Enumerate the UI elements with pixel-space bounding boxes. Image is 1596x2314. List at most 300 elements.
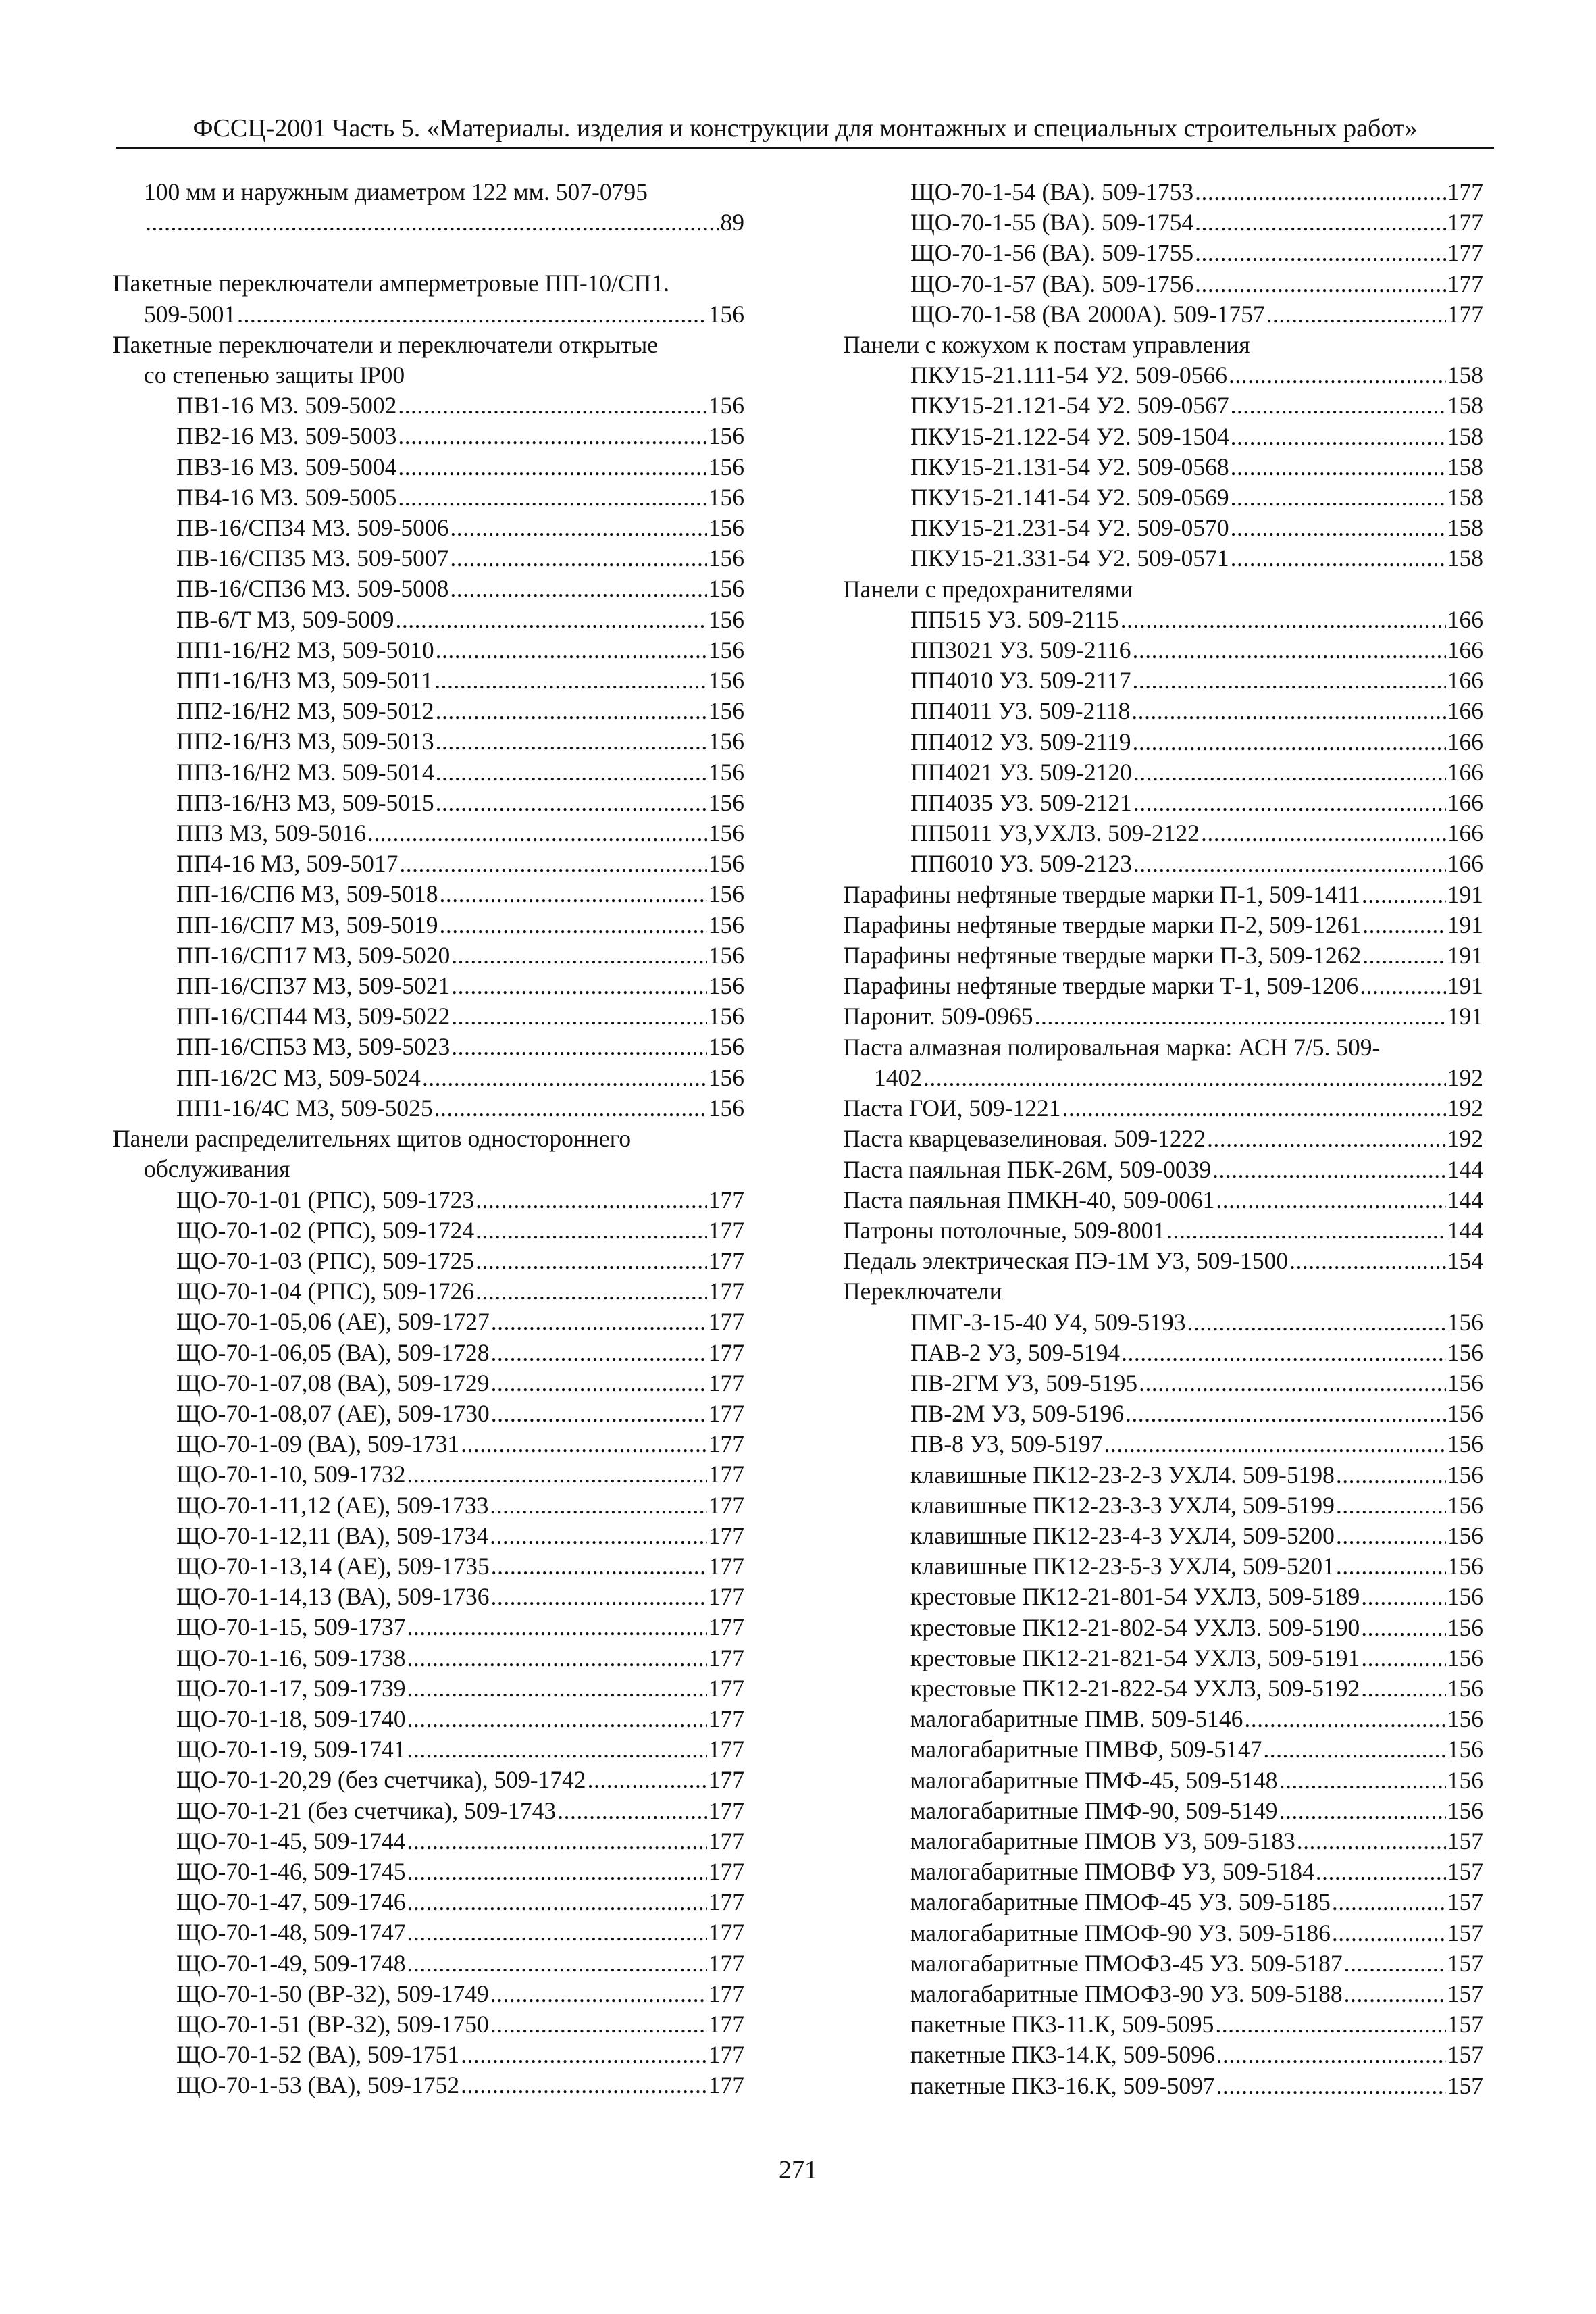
entry-label: ЩО-70-1-56 (ВА). 509-1755 (910, 239, 1194, 267)
dot-leader (407, 1704, 707, 1734)
index-entry (113, 1185, 744, 1215)
page-ref: 158 (1447, 422, 1483, 450)
page-ref: 158 (1447, 392, 1483, 420)
index-entry (843, 1521, 1483, 1551)
dot-leader (1266, 299, 1446, 330)
dot-leader (1231, 482, 1446, 513)
entry-label: ЩО-70-1-14,13 (ВА), 509-1736 (176, 1583, 490, 1611)
index-entry (843, 1215, 1483, 1246)
entry-label: ЩО-70-1-58 (ВА 2000А). 509-1757 (910, 300, 1265, 328)
entry-label: малогабаритные ПМВФ, 509-5147 (910, 1736, 1262, 1763)
index-heading: Панели распределительнях щитов одностороннего (113, 1125, 632, 1153)
entry-label: ПП4-16 М3, 509-5017 (176, 850, 398, 878)
index-entry (843, 1796, 1483, 1826)
page-ref: 156 (1447, 1644, 1483, 1671)
entry-label: ПП2-16/Н2 М3, 509-5012 (176, 697, 434, 725)
dot-leader (422, 1063, 707, 1093)
index-entry (843, 1948, 1483, 1979)
page-ref: 177 (708, 1613, 744, 1641)
entry-label: клавишные ПК12-23-2-3 УХЛ4. 509-5198 (910, 1461, 1335, 1488)
dot-leader (1133, 635, 1446, 665)
page-ref: 156 (708, 392, 744, 420)
dot-leader (398, 421, 706, 451)
entry-label: ПП-16/СП17 М3, 509-5020 (176, 941, 451, 969)
entry-label: малогабаритные ПМОВФ У3, 509-5184 (910, 1858, 1314, 1886)
dot-leader (475, 1246, 707, 1276)
page-ref: 156 (708, 422, 744, 450)
entry-label: ЩО-70-1-19, 509-1741 (176, 1736, 406, 1763)
index-entry (843, 1429, 1483, 1459)
index-entry (843, 391, 1483, 421)
dot-leader (436, 757, 707, 788)
index-entry (843, 1490, 1483, 1521)
dot-leader (490, 2009, 707, 2040)
dot-leader (1244, 1704, 1445, 1734)
index-entry (113, 452, 744, 482)
page-ref: 156 (1447, 1369, 1483, 1397)
entry-label: клавишные ПК12-23-5-3 УХЛ4, 509-5201 (910, 1553, 1335, 1580)
dot-leader (490, 1490, 706, 1521)
dot-leader (407, 1734, 707, 1765)
dot-leader (1336, 1490, 1446, 1521)
index-entry (843, 635, 1483, 665)
index-entry (113, 207, 744, 238)
dot-leader (1195, 207, 1446, 238)
page-ref: 156 (1447, 1430, 1483, 1458)
dot-leader (434, 665, 706, 696)
page-ref: 177 (708, 1919, 744, 1946)
dot-leader (436, 696, 707, 726)
dot-leader (1216, 1185, 1445, 1215)
dot-leader (1133, 849, 1446, 879)
entry-label: пакетные ПК3-14.К, 509-5096 (910, 2041, 1215, 2069)
entry-label: ЩО-70-1-07,08 (ВА), 509-1729 (176, 1369, 490, 1397)
index-entry (113, 1643, 744, 1674)
entry-label: ЩО-70-1-21 (без счетчика), 509-1743 (176, 1796, 557, 1824)
entry-label: ЩО-70-1-05,06 (АЕ), 509-1727 (176, 1308, 490, 1336)
entry-label: ПВ-8 У3, 509-5197 (910, 1430, 1103, 1458)
page-ref: 177 (708, 1796, 744, 1824)
index-entry (843, 1734, 1483, 1765)
index-entry (843, 1093, 1483, 1124)
page-ref: 156 (1447, 1736, 1483, 1763)
page-ref: 191 (1447, 911, 1483, 938)
page-ref: 156 (1447, 1400, 1483, 1428)
index-entry (843, 1001, 1483, 1032)
page-ref: 177 (708, 1521, 744, 1549)
index-entry (113, 1734, 744, 1765)
entry-label: ПВ-16/СП36 М3. 509-5008 (176, 575, 449, 603)
page-ref: 89 (720, 209, 744, 236)
index-entry (113, 696, 744, 726)
index-list (843, 1093, 1483, 1276)
page-ref: 177 (708, 1583, 744, 1611)
dot-leader (450, 543, 706, 574)
index-entry (113, 1612, 744, 1642)
page-ref: 156 (708, 545, 744, 572)
dot-leader (1216, 2040, 1446, 2070)
index-entry (843, 1918, 1483, 1948)
entry-label: ЩО-70-1-54 (ВА). 509-1753 (910, 178, 1194, 205)
page-ref: 156 (1447, 1521, 1483, 1549)
page-ref: 156 (708, 820, 744, 847)
page-ref: 166 (1447, 636, 1483, 664)
dot-leader (407, 1917, 707, 1948)
dot-leader (450, 513, 706, 543)
entry-label: ПП1-16/Н2 М3, 509-5010 (176, 636, 434, 663)
index-entry (113, 1551, 744, 1582)
dot-leader (407, 1643, 707, 1674)
entry-label: ПКУ15-21.131-54 У2. 509-0568 (910, 453, 1229, 480)
entry-label: ПВ-16/СП35 М3. 509-5007 (176, 545, 449, 572)
entry-label: ПВ-2М У3, 509-5196 (910, 1400, 1125, 1428)
entry-label: ЩО-70-1-09 (ВА), 509-1731 (176, 1430, 460, 1458)
page-ref: 191 (1447, 972, 1483, 1000)
page-ref: 177 (1447, 239, 1483, 267)
dot-leader (1316, 1857, 1446, 1887)
index-entry (843, 1307, 1483, 1338)
dot-leader (461, 2070, 707, 2101)
dot-leader (1133, 757, 1446, 788)
page-ref: 156 (1447, 1491, 1483, 1519)
entry-label: ПП6010 У3. 509-2123 (910, 850, 1132, 878)
dot-leader (475, 1185, 707, 1215)
entry-label: пакетные ПК3-16.К, 509-5097 (910, 2071, 1215, 2099)
page-number: 271 (779, 2156, 817, 2184)
dot-leader (451, 1032, 706, 1062)
index-entry (113, 757, 744, 788)
entry-label: ЩО-70-1-12,11 (ВА), 509-1734 (176, 1521, 489, 1549)
index-entry (843, 727, 1483, 757)
page-ref: 156 (708, 758, 744, 786)
dot-leader (407, 1826, 707, 1857)
entry-label: крестовые ПК12-21-802-54 УХЛ3. 509-5190 (910, 1613, 1360, 1641)
dot-leader (1279, 1765, 1446, 1796)
dot-leader (451, 940, 706, 971)
index-entry (113, 1246, 744, 1276)
page-ref: 177 (708, 1216, 744, 1244)
index-entry (113, 299, 744, 330)
page-ref: 177 (708, 1949, 744, 1977)
page-ref: 177 (708, 1461, 744, 1488)
index-entry (843, 971, 1483, 1001)
dot-leader (1121, 605, 1446, 635)
dot-leader (398, 482, 706, 513)
page-ref: 177 (708, 1857, 744, 1885)
index-entry (843, 452, 1483, 482)
dot-leader (1216, 2071, 1446, 2101)
entry-label: ЩО-70-1-02 (РПС), 509-1724 (176, 1216, 475, 1244)
page-ref: 157 (1447, 1888, 1483, 1916)
index-entry (843, 2071, 1483, 2101)
entry-label: ЩО-70-1-45, 509-1744 (176, 1827, 406, 1855)
page-ref: 192 (1447, 1095, 1483, 1122)
dot-leader (490, 1521, 707, 1551)
dot-leader (1263, 1734, 1445, 1765)
page-ref: 166 (1447, 850, 1483, 878)
entry-label: ПВ-16/СП34 М3. 509-5006 (176, 514, 449, 542)
index-entry (843, 940, 1483, 971)
entry-label: ПП-16/СП7 М3, 509-5019 (176, 911, 438, 938)
index-entry (843, 788, 1483, 818)
page-ref: 156 (708, 941, 744, 969)
entry-label: ЩО-70-1-10, 509-1732 (176, 1461, 406, 1488)
dot-leader (434, 1093, 707, 1124)
dot-leader (451, 971, 706, 1001)
page-ref: 177 (708, 1705, 744, 1732)
page-ref: 177 (1447, 209, 1483, 236)
dot-leader (1035, 1001, 1446, 1032)
index-entry (113, 574, 744, 604)
index-entry (113, 1948, 744, 1979)
page-ref: 156 (708, 514, 744, 542)
page-ref: 157 (1447, 1827, 1483, 1855)
dot-leader (450, 574, 706, 604)
index-entry (843, 605, 1483, 635)
index-heading: Переключатели (843, 1278, 1002, 1305)
entry-label: крестовые ПК12-21-821-54 УХЛ3, 509-5191 (910, 1644, 1360, 1671)
dot-leader (1139, 1368, 1446, 1399)
dot-leader (1360, 971, 1446, 1001)
dot-leader (1336, 1551, 1446, 1582)
index-entry (113, 543, 744, 574)
page-ref: 191 (1447, 942, 1483, 970)
page-ref: 158 (1447, 361, 1483, 389)
dot-leader (1361, 1643, 1445, 1674)
index-entry (113, 1826, 744, 1857)
entry-label: клавишные ПК12-23-4-3 УХЛ4, 509-5200 (910, 1521, 1335, 1549)
index-entry (843, 665, 1483, 696)
index-entry (113, 635, 744, 665)
page-ref: 166 (1447, 728, 1483, 755)
page-ref: 154 (1447, 1247, 1483, 1275)
entry-label: Парафины нефтяные твердые марки П-3, 509-1262 (843, 942, 1362, 970)
page-ref: 177 (708, 1369, 744, 1397)
page-ref: 156 (708, 880, 744, 908)
entry-label: ЩО-70-1-46, 509-1745 (176, 1857, 406, 1885)
index-entry (113, 1001, 744, 1032)
index-entry (843, 1551, 1483, 1582)
index-entry-continuation: 100 мм и наружным диаметром 122 мм. 507-0795 (144, 178, 648, 205)
index-entry (843, 1246, 1483, 1276)
index-entry (843, 1582, 1483, 1612)
index-column-right (843, 177, 1483, 2101)
dot-leader (399, 849, 706, 879)
dot-leader (1133, 788, 1446, 818)
index-entry (113, 1215, 744, 1246)
page-ref: 177 (708, 1980, 744, 2007)
dot-leader (407, 1612, 707, 1642)
page-ref: 157 (1447, 2071, 1483, 2099)
dot-leader (1362, 940, 1446, 971)
dot-leader (1344, 1979, 1446, 2009)
index-entry (113, 1093, 744, 1124)
entry-label: ПВ4-16 М3. 509-5005 (176, 483, 397, 511)
page-ref: 156 (1447, 1613, 1483, 1641)
dot-leader (1361, 1582, 1445, 1612)
entry-label: ЩО-70-1-20,29 (без счетчика), 509-1742 (176, 1766, 586, 1794)
entry-label: ЩО-70-1-06,05 (ВА), 509-1728 (176, 1338, 490, 1366)
index-entry (113, 1032, 744, 1062)
page-ref: 156 (1447, 1674, 1483, 1702)
dot-leader (491, 1307, 707, 1337)
index-entry (113, 1368, 744, 1399)
page-ref: 166 (1447, 758, 1483, 786)
entry-label: ЩО-70-1-55 (ВА). 509-1754 (910, 209, 1194, 236)
entry-label: ЩО-70-1-13,14 (АЕ), 509-1735 (176, 1552, 490, 1580)
dot-leader (1332, 1918, 1446, 1948)
index-entry (113, 1582, 744, 1612)
dot-leader (1336, 1521, 1446, 1551)
entry-label: ЩО-70-1-11,12 (АЕ), 509-1733 (176, 1491, 489, 1519)
index-entry (113, 818, 744, 849)
dot-leader (451, 1001, 706, 1032)
index-sublist (843, 1307, 1483, 2101)
page-ref: 156 (708, 636, 744, 663)
index-entry (843, 910, 1483, 940)
dot-leader (490, 1979, 707, 2009)
dot-leader (440, 879, 707, 909)
page-ref: 156 (708, 1063, 744, 1091)
dot-leader (1133, 665, 1446, 696)
dot-leader (1279, 1796, 1446, 1826)
entry-label: ПКУ15-21.231-54 У2. 509-0570 (910, 514, 1229, 542)
index-entry (843, 1185, 1483, 1215)
dot-leader (490, 1582, 706, 1612)
dot-leader (490, 1338, 706, 1368)
dot-leader (1166, 1215, 1446, 1246)
entry-label: ПП1-16/4С М3, 509-5025 (176, 1094, 433, 1122)
index-entry (843, 880, 1483, 910)
index-entry (113, 1796, 744, 1826)
index-entry (113, 1704, 744, 1734)
index-column-left (113, 177, 744, 2101)
index-entry (843, 238, 1483, 268)
entry-label: Парафины нефтяные твердые марки П-2, 509-1261 (843, 911, 1362, 938)
index-entry (843, 2040, 1483, 2070)
page-ref: 177 (1447, 178, 1483, 205)
dot-leader (1332, 1887, 1446, 1917)
index-entry (113, 1307, 744, 1337)
entry-label: ЩО-70-1-57 (ВА). 509-1756 (910, 270, 1194, 297)
page-ref: 192 (1447, 1063, 1483, 1091)
dot-leader (1062, 1093, 1445, 1124)
entry-label: ПКУ15-21.111-54 У2. 509-0566 (910, 361, 1227, 389)
entry-label: малогабаритные ПМОФ-90 У3. 509-5186 (910, 1919, 1331, 1946)
entry-label: ПП3021 У3. 509-2116 (910, 636, 1131, 664)
dot-leader (491, 1399, 707, 1429)
dot-leader (1125, 1399, 1446, 1429)
index-entry (113, 1674, 744, 1704)
entry-label: Паронит. 509-0965 (843, 1003, 1033, 1030)
page-ref: 157 (1447, 1980, 1483, 2007)
page-ref: 156 (708, 850, 744, 878)
index-entry (113, 940, 744, 971)
dot-leader (1336, 1460, 1446, 1490)
entry-label: малогабаритные ПМОФ3-45 У3. 509-5187 (910, 1949, 1343, 1977)
dot-leader (1133, 727, 1446, 757)
page-ref: 177 (708, 1552, 744, 1580)
index-entry (843, 849, 1483, 879)
page-ref: 156 (1447, 1308, 1483, 1336)
entry-label: ПМГ-3-15-40 У4, 509-5193 (910, 1308, 1186, 1336)
index-heading-continuation: обслуживания (144, 1155, 290, 1183)
page-ref: 158 (1447, 453, 1483, 480)
entry-label: крестовые ПК12-21-822-54 УХЛ3, 509-5192 (910, 1674, 1360, 1702)
page-ref: 177 (708, 1674, 744, 1702)
entry-label: ПП-16/СП6 М3, 509-5018 (176, 880, 438, 908)
entry-label: ПКУ15-21.331-54 У2. 509-0571 (910, 545, 1229, 572)
entry-label: ПП4035 У3. 509-2121 (910, 789, 1132, 817)
page-ref: 156 (708, 453, 744, 480)
entry-label: малогабаритные ПМОФ3-90 У3. 509-5188 (910, 1980, 1343, 2007)
index-entry (113, 391, 744, 421)
index-entry (113, 1459, 744, 1490)
dot-leader (407, 1459, 707, 1490)
index-entry (843, 543, 1483, 574)
dot-leader (475, 1215, 707, 1246)
entry-label: ЩО-70-1-18, 509-1740 (176, 1705, 406, 1732)
entry-label: ПП5011 У3,УХЛ3. 509-2122 (910, 820, 1200, 847)
page-ref: 177 (708, 2041, 744, 2069)
entry-label: Педаль электрическая ПЭ-1М У3, 509-1500 (843, 1247, 1289, 1275)
index-entry (113, 1979, 744, 2009)
page-ref: 177 (708, 1186, 744, 1213)
entry-label: ЩО-70-1-03 (РПС), 509-1725 (176, 1247, 475, 1274)
index-entry (843, 2009, 1483, 2040)
dot-leader (395, 605, 706, 635)
index-heading: Пакетные переключатели и переключатели открытые (113, 330, 659, 358)
entry-label: ПВ-6/Т М3, 509-5009 (176, 605, 394, 633)
index-entry (843, 422, 1483, 452)
dot-leader (1229, 360, 1446, 391)
dot-leader (440, 910, 707, 940)
entry-label: малогабаритные ПМОВ У3, 509-5183 (910, 1827, 1295, 1855)
dot-leader (367, 818, 707, 849)
dot-leader (407, 1948, 707, 1979)
index-entry (843, 1063, 1483, 1093)
entry-label: ПП4010 У3. 509-2117 (910, 667, 1131, 695)
page-ref: 177 (708, 1888, 744, 1916)
entry-label: ЩО-70-1-17, 509-1739 (176, 1674, 406, 1702)
page-ref: 156 (708, 1003, 744, 1030)
dot-leader (1201, 818, 1446, 849)
page-ref: 158 (1447, 545, 1483, 572)
dot-leader (1297, 1826, 1446, 1857)
page-ref: 192 (1447, 1125, 1483, 1153)
dot-leader (1361, 1674, 1445, 1704)
index-entry (113, 726, 744, 757)
index-entry (113, 1917, 744, 1948)
entry-label: малогабаритные ПМВ. 509-5146 (910, 1705, 1243, 1733)
entry-label: клавишные ПК12-23-3-3 УХЛ4, 509-5199 (910, 1491, 1335, 1519)
entry-label: 509-5001 (144, 300, 236, 328)
entry-label: ЩО-70-1-01 (РПС), 509-1723 (176, 1186, 475, 1213)
index-sublist (113, 1185, 744, 2101)
dot-leader (1195, 238, 1446, 268)
entry-label: ПП2-16/Н3 М3, 509-5013 (176, 728, 434, 755)
index-sublist (113, 391, 744, 1124)
entry-label: ПВ1-16 М3. 509-5002 (176, 392, 397, 420)
entry-label: малогабаритные ПМФ-45, 509-5148 (910, 1766, 1278, 1794)
dot-leader (557, 1796, 707, 1826)
index-entry (113, 1063, 744, 1093)
index-sublist (843, 605, 1483, 880)
index-entry (843, 207, 1483, 238)
dot-leader (145, 207, 719, 238)
page-ref: 166 (1447, 697, 1483, 725)
entry-label: ПП-16/2С М3, 509-5024 (176, 1063, 421, 1091)
